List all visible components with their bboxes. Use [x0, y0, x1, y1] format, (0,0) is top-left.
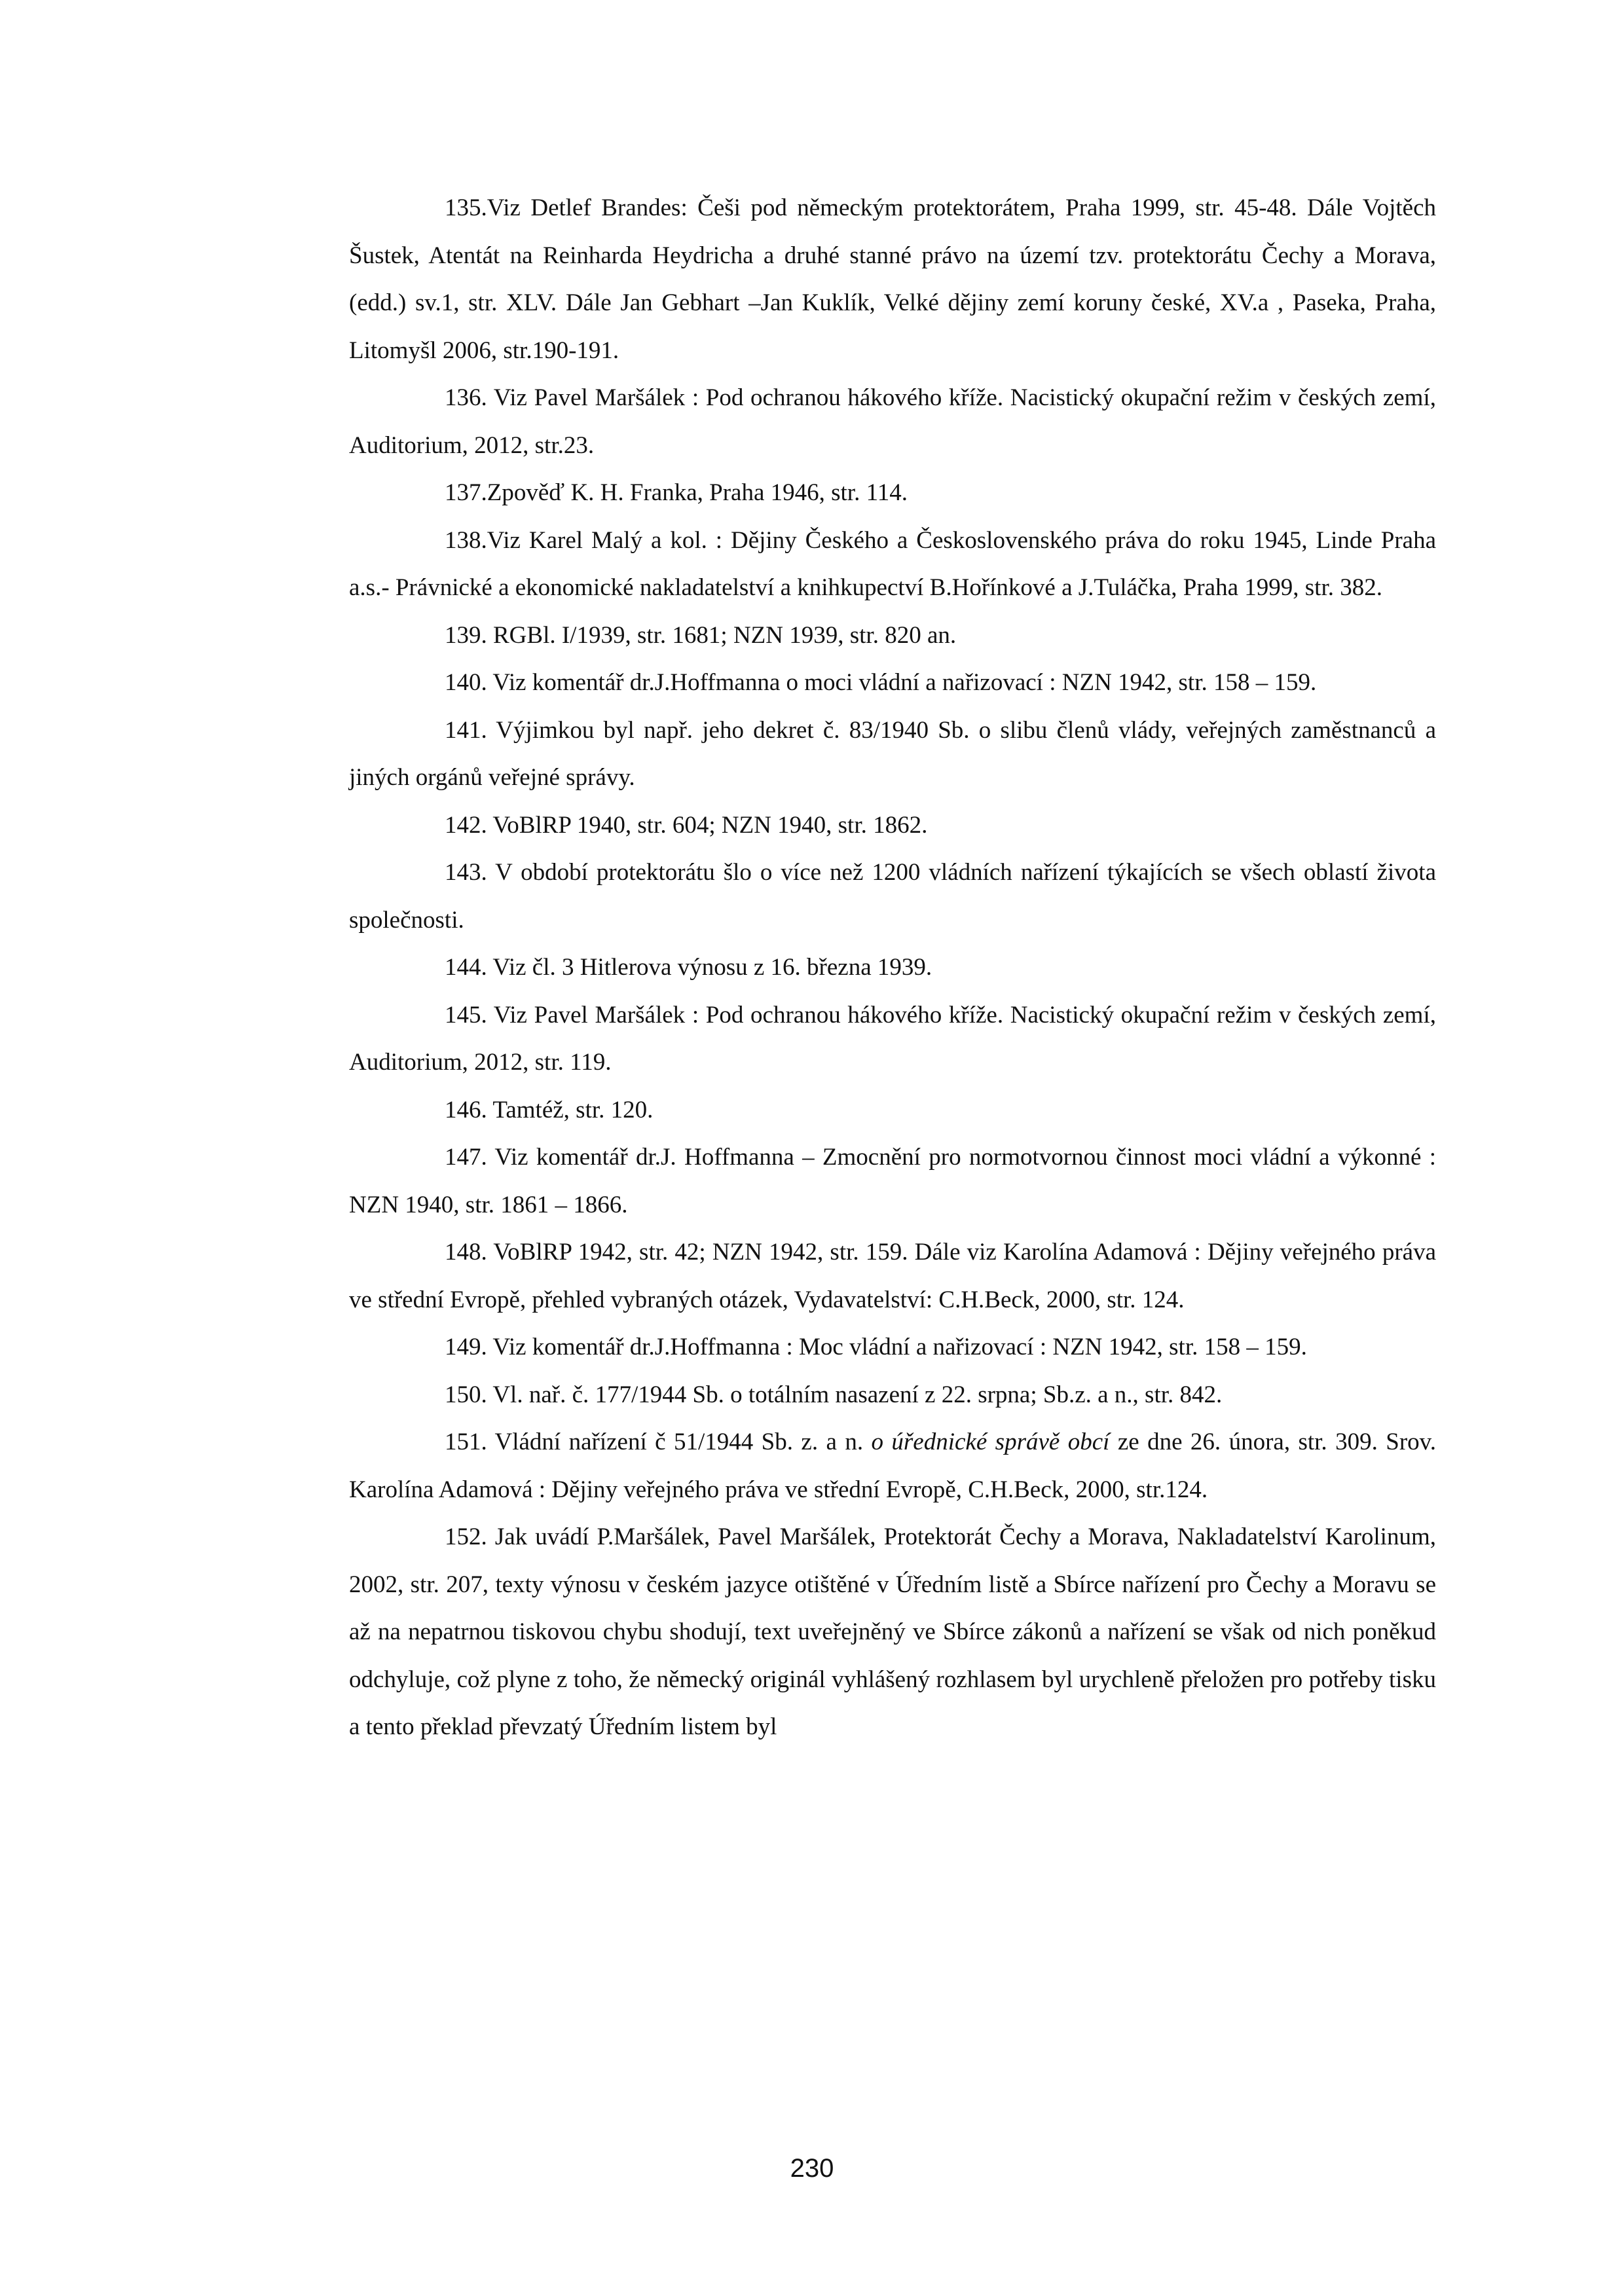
footnote-135	[349, 185, 1436, 374]
footnote-number: 149.	[445, 1334, 487, 1360]
footnote-number: 152.	[445, 1523, 487, 1550]
footnote-number: 137.	[445, 479, 487, 506]
footnote-151	[349, 1419, 1436, 1514]
footnote-text: Vládní nařízení č 51/1944 Sb. z. a n.	[487, 1429, 872, 1455]
footnote-text: Viz komentář dr.J.Hoffmanna o moci vládní a nařizovací : NZN 1942, str. 158 – 159.	[487, 669, 1317, 696]
footnote-text: V období protektorátu šlo o více než 1200 vládních nařízení týkajících se všech oblastí života společnosti.	[349, 859, 1436, 934]
footnote-137	[349, 469, 1436, 517]
footnote-number: 147.	[445, 1144, 487, 1171]
footnote-144	[349, 944, 1436, 992]
footnote-148	[349, 1229, 1436, 1324]
footnote-text: Vl. nař. č. 177/1944 Sb. o totálním nasazení z 22. srpna; Sb.z. a n., str. 842.	[487, 1381, 1223, 1408]
footnote-number: 140.	[445, 669, 487, 696]
footnote-text: Viz komentář dr.J. Hoffmanna – Zmocnění pro normotvornou činnost moci vládní a výkonné : NZN 1940, str. 1861 – 1866.	[349, 1144, 1436, 1218]
footnote-150	[349, 1372, 1436, 1419]
footnote-139	[349, 612, 1436, 660]
footnote-number: 136.	[445, 384, 487, 411]
footnote-149	[349, 1324, 1436, 1372]
footnote-text: Tamtéž, str. 120.	[487, 1096, 654, 1123]
footnote-text: ze dne 26. února, str. 309. Srov. Karolína Adamová : Dějiny veřejného práva ve střední Evropě, C.H.Beck, 2000, str.124.	[349, 1429, 1436, 1503]
footnote-number: 141.	[445, 716, 487, 744]
page-number: 230	[790, 2154, 834, 2183]
footnote-italic-title: o úřednické správě obcí	[871, 1429, 1110, 1455]
footnote-text: Viz Karel Malý a kol. : Dějiny Českého a Československého práva do roku 1945, Linde Praha a.s.- Právnické a ekonomické nakladatelství a knihkupectví B.Hořínkové a J.Tuláčka, Praha 1999, str. 382.	[349, 526, 1436, 601]
footnote-number: 138.	[445, 526, 487, 554]
footnote-136	[349, 374, 1436, 469]
footnote-152	[349, 1514, 1436, 1751]
footnote-142	[349, 802, 1436, 850]
footnote-141	[349, 707, 1436, 802]
footnote-text: VoBlRP 1942, str. 42; NZN 1942, str. 159. Dále viz Karolína Adamová : Dějiny veřejného práva ve střední Evropě, přehled vybraných otázek, Vydavatelství: C.H.Beck, 2000, str. 124.	[349, 1239, 1436, 1313]
footnote-text: Jak uvádí P.Maršálek, Pavel Maršálek, Protektorát Čechy a Morava, Nakladatelství Karolinum, 2002, str. 207, texty výnosu v českém jazyce otištěné v Úředním listě a Sbírce nařízení pro Čechy a Moravu se až na nepatrnou tiskovou chybu shodují, text uveřejněný ve Sbírce zákonů a nařízení se však od nich poněkud odchyluje, což plyne z toho, že německý originál vyhlášený rozhlasem byl urychleně přeložen pro potřeby tisku a tento překlad převzatý Úředním listem byl	[349, 1523, 1436, 1740]
footnote-text: VoBlRP 1940, str. 604; NZN 1940, str. 1862.	[487, 811, 928, 839]
footnote-text: Viz Pavel Maršálek : Pod ochranou hákového kříže. Nacistický okupační režim v českých zemí, Auditorium, 2012, str. 119.	[349, 1001, 1436, 1076]
footnote-number: 144.	[445, 954, 487, 981]
footnote-number: 151.	[445, 1429, 487, 1455]
footnote-number: 145.	[445, 1001, 487, 1029]
footnote-text: RGBl. I/1939, str. 1681; NZN 1939, str. 820 an.	[487, 621, 957, 649]
footnote-145	[349, 992, 1436, 1087]
footnote-number: 135.	[445, 194, 487, 221]
footnote-146	[349, 1087, 1436, 1135]
footnote-text: Výjimkou byl např. jeho dekret č. 83/1940 Sb. o slibu členů vlády, veřejných zaměstnanců a jiných orgánů veřejné správy.	[349, 716, 1436, 791]
footnote-140	[349, 659, 1436, 707]
footnote-number: 142.	[445, 811, 487, 839]
footnote-147	[349, 1134, 1436, 1229]
footnote-143	[349, 849, 1436, 944]
footnote-number: 148.	[445, 1239, 487, 1266]
footnote-number: 150.	[445, 1381, 487, 1408]
footnote-number: 146.	[445, 1096, 487, 1123]
footnote-number: 139.	[445, 621, 487, 649]
footnote-text: Zpověď K. H. Franka, Praha 1946, str. 114.	[487, 479, 908, 506]
footnote-text: Viz komentář dr.J.Hoffmanna : Moc vládní a nařizovací : NZN 1942, str. 158 – 159.	[487, 1334, 1307, 1360]
footnote-text: Viz Detlef Brandes: Češi pod německým protektorátem, Praha 1999, str. 45-48. Dále Vojtěch Šustek, Atentát na Reinharda Heydricha a druhé stanné právo na území tzv. protektorátu Čechy a Morava, (edd.) sv.1, str. XLV. Dále Jan Gebhart –Jan Kuklík, Velké dějiny zemí koruny české, XV.a , Paseka, Praha, Litomyšl 2006, str.190-191.	[349, 194, 1436, 364]
footnote-text: Viz čl. 3 Hitlerova výnosu z 16. března 1939.	[487, 954, 932, 981]
footnote-138	[349, 517, 1436, 612]
footnote-text: Viz Pavel Maršálek : Pod ochranou hákového kříže. Nacistický okupační režim v českých zemí, Auditorium, 2012, str.23.	[349, 384, 1436, 459]
footnotes-block	[349, 185, 1436, 1751]
footnote-number: 143.	[445, 859, 487, 886]
